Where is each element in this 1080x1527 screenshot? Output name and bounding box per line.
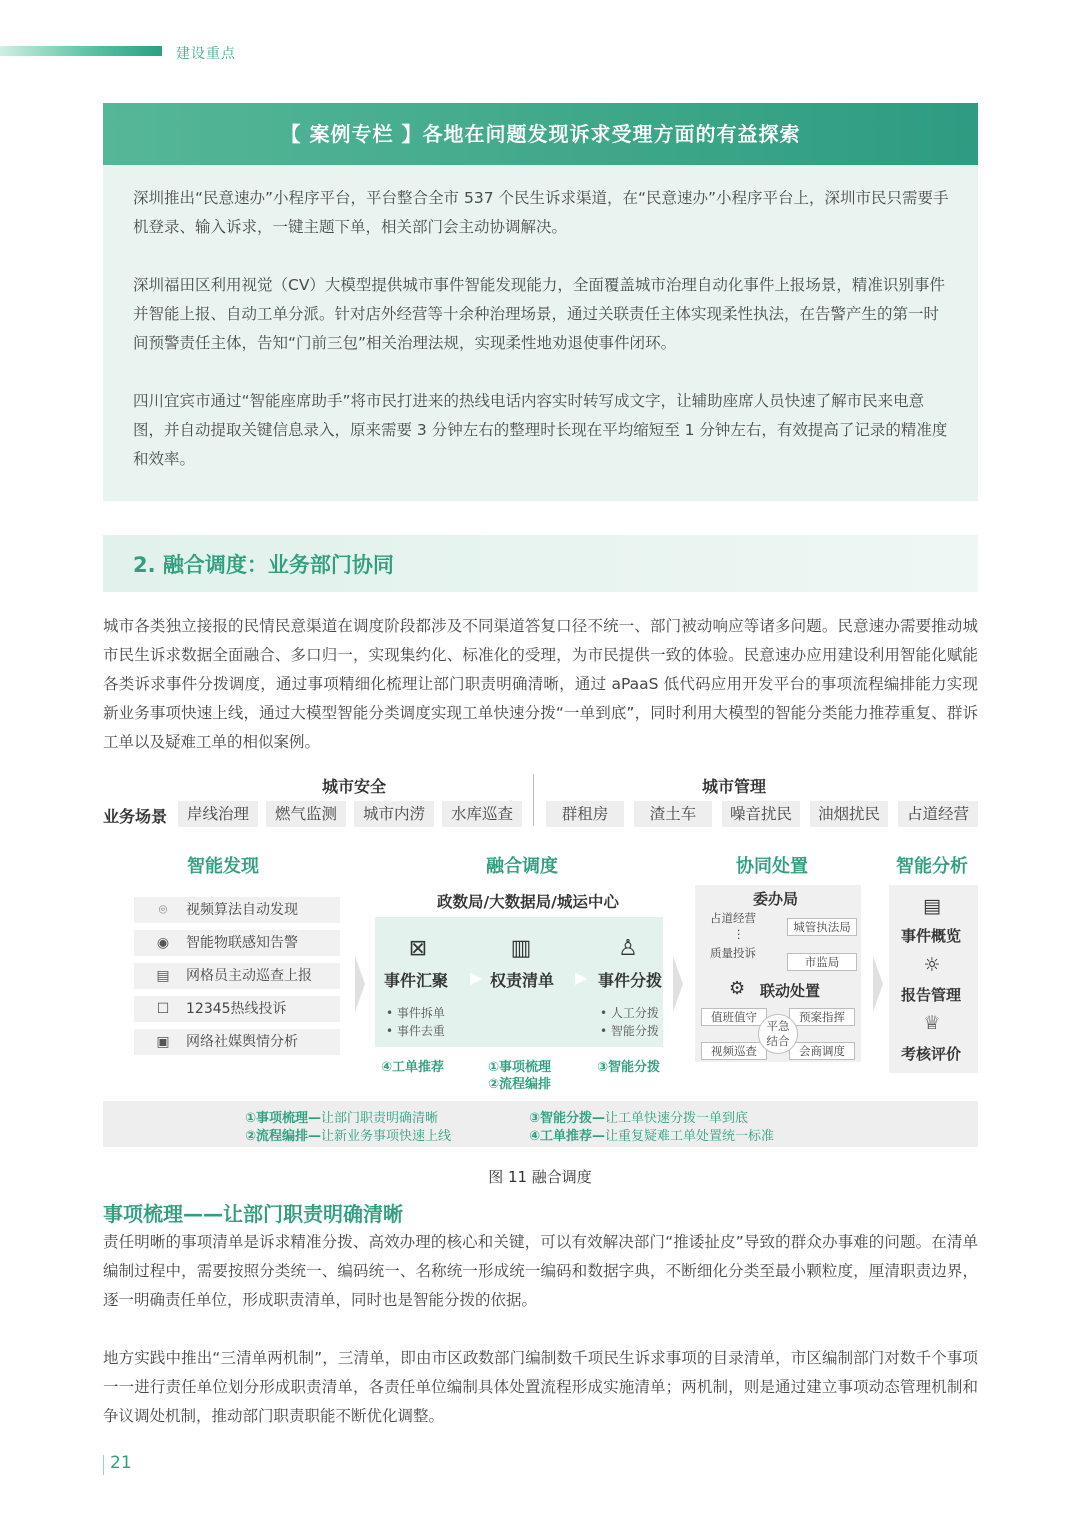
page-number: 21	[110, 1453, 132, 1473]
scene-label: 业务场景	[103, 807, 168, 826]
coop-output: 城管执法局	[787, 918, 857, 936]
coop-title: 委办局	[753, 890, 799, 908]
linked-center: 平急 结合	[758, 1014, 798, 1054]
case-paragraph: 深圳福田区利用视觉（CV）大模型提供城市事件智能发现能力，全面覆盖城市治理自动化事件上报场景，精准识别事件并智能上报、自动工单分派。针对店外经营等十余种治理场景，通过关联责任主体实现柔性执法，在告警产生的第一时间预警责任主体，告知“门前三包”相关治理法规，实现柔性地劝退使事件闭环。	[133, 276, 945, 352]
social-icon: ▣	[156, 1034, 170, 1050]
more-icon: ⋮	[733, 927, 745, 941]
linked-title: 联动处置	[760, 982, 821, 1000]
tag-recommend: ④工单推荐	[381, 1060, 445, 1075]
source-item: ▣ 网络社媒舆情分析	[134, 1029, 340, 1055]
case-paragraph: 深圳推出“民意速办”小程序平台，平台整合全市 537 个民生诉求渠道，在“民意速办”小程序平台上，深圳市民只需要手机登录、输入诉求，一键主题下单，相关部门会主动协调解决。	[133, 189, 949, 236]
coop-input: 占道经营	[710, 911, 756, 925]
page-number-line	[103, 1455, 104, 1475]
dispatch-icon: ♙	[618, 936, 638, 961]
body-paragraph: 地方实践中推出“三清单两机制”，三清单，即由市区政数部门编制数千项民生诉求事项的目录清单，市区编制部门对数千个事项一一进行责任单位划分形成职责清单，各责任单位编制具体处置流程形成实施清单；两机制，则是通过建立事项动态管理机制和争议调处机制，推动部门职责职能不断优化调整。	[103, 1349, 978, 1425]
linked-item: 值班值守	[701, 1008, 767, 1026]
legend-item: ①事项梳理—让部门职责明确清晰	[245, 1111, 439, 1126]
coop-input: 质量投诉	[710, 946, 756, 960]
scene-tag: 群租房	[546, 801, 624, 827]
phone-icon: ☐	[156, 1001, 170, 1017]
scene-tag: 燃气监测	[266, 801, 346, 827]
group-label-safety: 城市安全	[322, 777, 387, 796]
analysis-item: 报告管理	[901, 986, 962, 1004]
intro-paragraph: 城市各类独立接报的民情民意渠道在调度阶段都涉及不同渠道答复口径不统一、部门被动响应等诸多问题。民意速办需要推动城市民生诉求数据全面融合、多口归一，实现集约化、标准化的受理，为市民提供一致的体验。民意速办应用建设利用智能化赋能各类诉求事件分拨调度，通过事项精细化梳理让部门职责明确清晰，通过 aPaaS 低代码应用开发平台的事项流程编排能力实现新业务事项快速上线，通过大模型智能分类调度实现工单快速分拨“一单到底”，同时利用大模型的智能分类能力推荐重复、群诉工单以及疑难工单的相似案例。	[103, 617, 978, 751]
scene-tag: 岸线治理	[178, 801, 258, 827]
column-head-dispatch: 融合调度	[486, 856, 558, 877]
analysis-item: 考核评价	[901, 1045, 962, 1063]
column-head-analysis: 智能分析	[896, 856, 968, 877]
coop-output: 市监局	[787, 953, 857, 971]
legend-item: ④工单推荐—让重复疑难工单处置统一标准	[529, 1129, 775, 1144]
list-icon: ▥	[510, 936, 532, 961]
sub-item: • 事件拆单	[386, 1006, 445, 1020]
flow-chevron	[873, 956, 883, 1012]
case-study-box	[103, 103, 978, 501]
flow-chevron	[355, 956, 365, 1012]
scene-tag: 油烟扰民	[810, 801, 888, 827]
analysis-item: 事件概览	[901, 927, 962, 945]
scene-tag: 噪音扰民	[722, 801, 800, 827]
sub-heading: 事项梳理——让部门职责明确清晰	[103, 1202, 403, 1226]
sub-item: • 人工分拨	[600, 1006, 659, 1020]
camera-icon: ⌾	[158, 902, 168, 918]
section-title: 2. 融合调度：业务部门协同	[133, 553, 394, 577]
figure-caption: 图 11 融合调度	[488, 1168, 592, 1186]
source-item: ☐ 12345热线投诉	[134, 996, 340, 1022]
scene-tag: 渣土车	[634, 801, 712, 827]
case-study-title: 【 案例专栏 】各地在问题发现诉求受理方面的有益探索	[103, 103, 978, 165]
tag-sort: ①事项梳理	[488, 1060, 552, 1075]
patrol-icon: ▤	[156, 968, 170, 984]
column-head-coop: 协同处置	[736, 856, 808, 877]
section-header	[103, 535, 978, 592]
case-paragraph: 四川宜宾市通过“智能座席助手”将市民打进来的热线电话内容实时转写成文字，让辅助座席人员快速了解市民来电意图，并自动提取关键信息录入，原来需要 3 分钟左右的整理时长现在平均缩短至 1 分钟左右，有效提高了记录的精准度和效率。	[133, 392, 948, 468]
sub-item: • 事件去重	[386, 1024, 445, 1038]
arrow-icon: ▶	[575, 968, 588, 987]
header-accent-bar	[0, 46, 162, 56]
bulb-icon: ☼	[923, 954, 941, 976]
column-head-discover: 智能发现	[187, 856, 259, 877]
scene-tag: 水库巡查	[442, 801, 522, 827]
arrow-icon: ▶	[470, 968, 483, 987]
fusion-dispatch-diagram	[103, 770, 978, 1148]
group-label-management: 城市管理	[702, 777, 767, 796]
sensor-icon: ◉	[156, 935, 170, 951]
scene-tag: 占道经营	[898, 801, 978, 827]
body-paragraph: 责任明晰的事项清单是诉求精准分拨、高效办理的核心和关键，可以有效解决部门“推诿扯皮”导致的群众办事难的问题。在清单编制过程中，需要按照分类统一、编码统一、名称统一形成统一编码和数据字典，不断细化分类至最小颗粒度，厘清职责边界，逐一明确责任单位，形成职责清单，同时也是智能分拨的依据。	[103, 1233, 978, 1309]
flow-chevron	[673, 956, 683, 1012]
section-tag: 建设重点	[176, 46, 236, 62]
source-item: ◉ 智能物联感知告警	[134, 930, 340, 956]
sub-item: • 智能分拨	[600, 1024, 659, 1038]
center-title: 政数局/大数据局/城运中心	[437, 893, 619, 911]
tag-orchestrate: ②流程编排	[488, 1077, 552, 1092]
gather-icon: ⊠	[408, 936, 428, 961]
linked-item: 预案指挥	[789, 1008, 855, 1026]
tag-smart-dispatch: ③智能分拨	[597, 1060, 661, 1075]
source-item: ⌾ 视频算法自动发现	[134, 897, 340, 923]
group-divider	[533, 774, 534, 826]
step-list: 权责清单	[490, 971, 555, 990]
gear-icon: ⚙	[729, 978, 746, 999]
step-dispatch: 事件分拨	[598, 971, 663, 990]
trophy-icon: ♕	[923, 1012, 941, 1034]
source-item: ▤ 网格员主动巡查上报	[134, 963, 340, 989]
overview-icon: ▤	[923, 895, 941, 917]
linked-item: 视频巡查	[701, 1042, 767, 1060]
legend-item: ③智能分拨—让工单快速分拨一单到底	[529, 1111, 749, 1126]
scene-tag: 城市内涝	[354, 801, 434, 827]
linked-item: 会商调度	[789, 1042, 855, 1060]
step-gather: 事件汇聚	[384, 971, 449, 990]
legend-item: ②流程编排—让新业务事项快速上线	[245, 1129, 452, 1144]
